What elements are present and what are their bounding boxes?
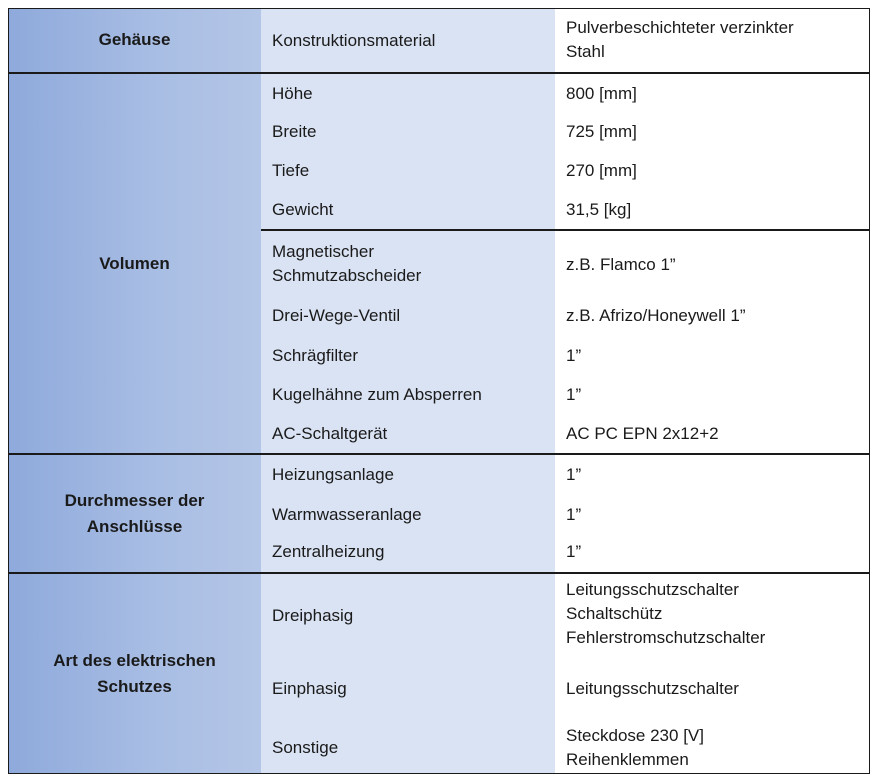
table-border xyxy=(8,8,870,774)
row-label: Breite xyxy=(272,122,317,141)
row-value: 1” xyxy=(566,346,582,365)
row-value-line: Fehlerstromschutzschalter xyxy=(566,628,766,647)
row-value: 1” xyxy=(566,542,582,561)
row-label-line: Magnetischer xyxy=(272,242,375,261)
row-value-line: Reihenklemmen xyxy=(566,750,689,769)
row-value-line: Leitungsschutzschalter xyxy=(566,580,739,599)
row-label-line: Schmutzabscheider xyxy=(272,266,422,285)
category-label-line: Schutzes xyxy=(97,677,172,696)
row-value: 270 [mm] xyxy=(566,161,637,180)
row-value: 31,5 [kg] xyxy=(566,200,632,219)
row-value: 1” xyxy=(566,505,582,524)
specification-table xyxy=(8,8,870,774)
category-label: Volumen xyxy=(99,253,170,273)
row-label: Drei-Wege-Ventil xyxy=(272,306,401,325)
row-label: Heizungsanlage xyxy=(272,465,394,484)
row-value: 725 [mm] xyxy=(566,122,637,141)
category-label-line: Durchmesser der xyxy=(64,490,205,510)
row-value-line: Pulverbeschichteter verzinkter xyxy=(566,18,794,37)
row-value: 800 [mm] xyxy=(566,84,637,103)
category-label-line: Art des elektrischen xyxy=(53,651,216,670)
row-value: 1” xyxy=(566,465,582,484)
row-label: Gewicht xyxy=(272,200,334,219)
row-value: z.B. Flamco 1” xyxy=(566,255,676,274)
row-value: Leitungsschutzschalter xyxy=(566,679,739,698)
row-value: AC PC EPN 2x12+2 xyxy=(566,424,719,443)
row-label: Schrägfilter xyxy=(272,346,358,365)
row-label: Zentralheizung xyxy=(272,542,385,561)
row-label: Dreiphasig xyxy=(272,606,354,625)
row-label: Tiefe xyxy=(272,161,310,180)
row-label: Konstruktionsmaterial xyxy=(272,31,436,50)
category-label: Gehäuse xyxy=(98,30,171,49)
row-label: Höhe xyxy=(272,84,313,103)
row-label: Warmwasseranlage xyxy=(272,505,422,524)
category-label-line: Anschlüsse xyxy=(86,516,183,536)
row-value: z.B. Afrizo/Honeywell 1” xyxy=(566,306,746,325)
row-value-line: Schaltschütz xyxy=(566,604,663,623)
row-label: Kugelhähne zum Absperren xyxy=(272,385,482,404)
row-label: Einphasig xyxy=(272,679,347,698)
row-value-line: Stahl xyxy=(566,42,605,61)
row-value: 1” xyxy=(566,385,582,404)
row-label: AC-Schaltgerät xyxy=(272,424,388,443)
row-value-line: Steckdose 230 [V] xyxy=(566,726,704,745)
row-label: Sonstige xyxy=(272,738,339,757)
